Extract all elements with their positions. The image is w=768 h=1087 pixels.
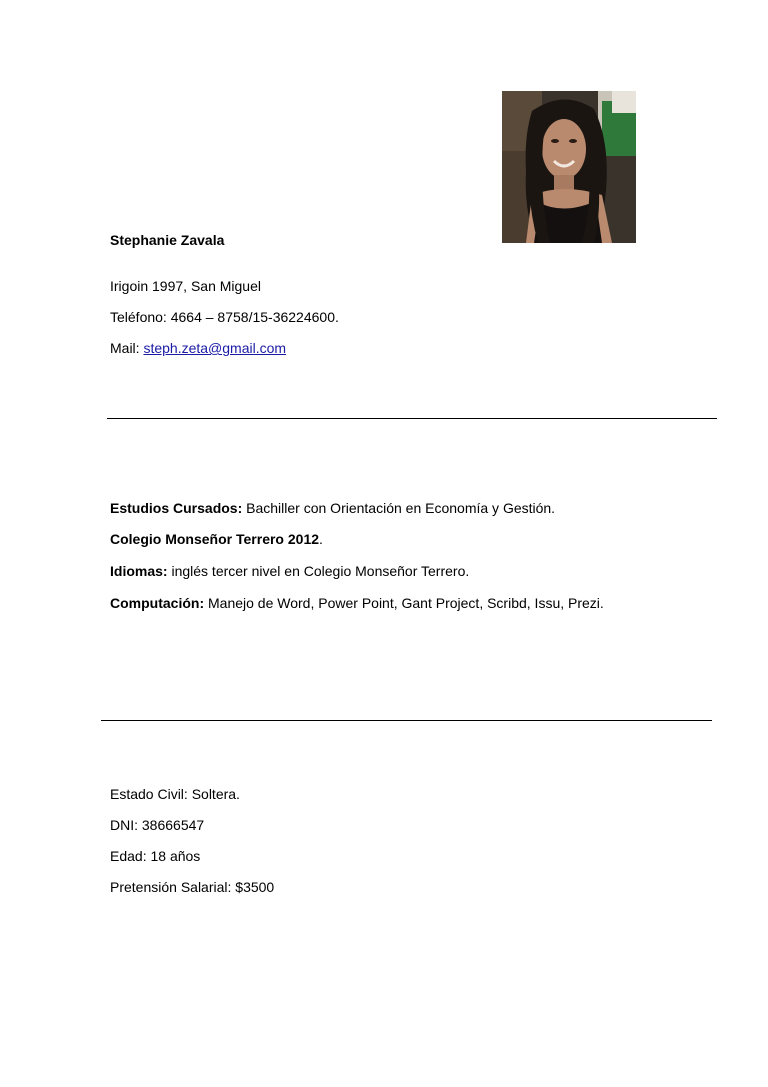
salary-text: Pretensión Salarial: $3500 [110, 879, 275, 895]
languages-line [110, 563, 469, 580]
mail-label: Mail: [110, 340, 144, 356]
section-divider-2 [101, 720, 712, 721]
studies-label: Estudios Cursados: [110, 500, 243, 516]
studies-line [110, 500, 555, 517]
languages-value: inglés tercer nivel en Colegio Monseñor Terrero. [167, 563, 470, 579]
school-line [110, 531, 323, 548]
applicant-name: Stephanie Zavala [110, 232, 225, 248]
computing-label: Computación: [110, 595, 205, 611]
phone-text: Teléfono: 4664 – 8758/15-36224600. [110, 309, 339, 325]
dni-text: DNI: 38666547 [110, 817, 205, 833]
school-label: Colegio Monseñor Terrero 2012 [110, 531, 320, 547]
studies-value: Bachiller con Orientación en Economía y Gestión. [242, 500, 556, 516]
school-suffix: . [319, 531, 323, 547]
civil-status-text: Estado Civil: Soltera. [110, 786, 240, 802]
age-text: Edad: 18 años [110, 848, 201, 864]
computing-line [110, 595, 604, 612]
languages-label: Idiomas: [110, 563, 168, 579]
profile-photo [502, 91, 636, 243]
address-text: Irigoin 1997, San Miguel [110, 278, 261, 294]
email-link[interactable]: steph.zeta@gmail.com [143, 340, 287, 356]
computing-value: Manejo de Word, Power Point, Gant Project, Scribd, Issu, Prezi. [204, 595, 604, 611]
mail-line [110, 340, 286, 357]
section-divider-1 [107, 418, 717, 419]
